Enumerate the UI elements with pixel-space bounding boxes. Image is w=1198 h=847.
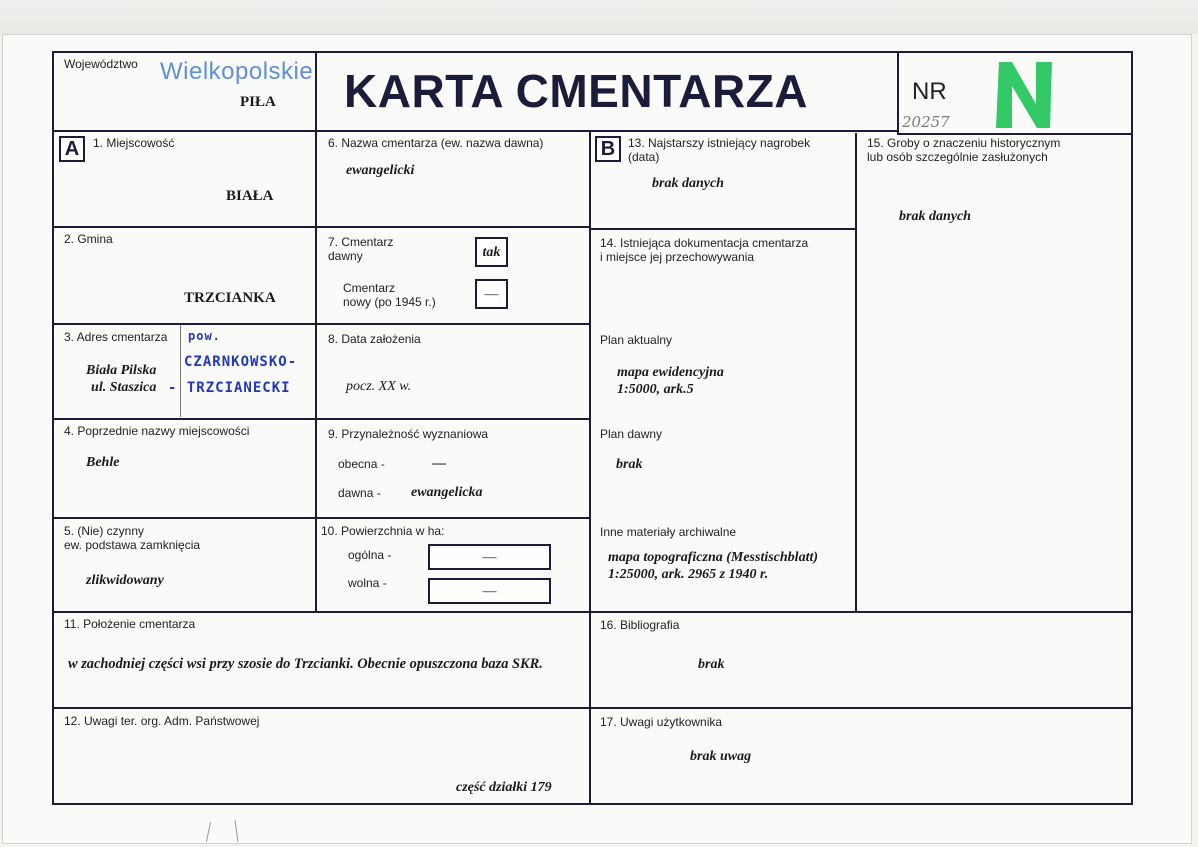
- field-14-inne-value: mapa topograficzna (Messtischblatt) 1:25000, ark. 2965 z 1940 r.: [608, 550, 819, 582]
- field-14-plan-dawny-label: Plan dawny: [600, 427, 663, 441]
- field-3-handwritten-1: CZARNKOWSKO-: [184, 354, 298, 370]
- field-7-nowy-value: —: [484, 287, 499, 302]
- field-11-value: w zachodniej części wsi przy szosie do Trzcianki. Obecnie opuszczona baza SKR.: [68, 656, 543, 672]
- field-9-obecna-value: —: [432, 456, 446, 471]
- powiat-value: PIŁA: [240, 94, 276, 110]
- field-15-label: 15. Groby o znaczeniu historycznym lub osób szczególnie zasłużonych: [867, 136, 1061, 164]
- divider: [315, 131, 317, 612]
- field-14-inne-label: Inne materiały archiwalne: [600, 525, 737, 539]
- field-10-wolna-box: [428, 578, 551, 604]
- divider: [855, 133, 857, 612]
- divider: [53, 707, 1132, 709]
- field-7-dawny-value: tak: [482, 245, 501, 260]
- field-17-label: 17. Uwagi użytkownika: [600, 715, 723, 729]
- field-13-value: brak danych: [652, 176, 724, 191]
- field-3-label: 3. Adres cmentarza: [64, 330, 168, 344]
- field-9-obecna-label: obecna -: [338, 457, 385, 471]
- divider: [53, 517, 590, 519]
- divider: [897, 52, 899, 134]
- nr-label: NR: [912, 78, 947, 105]
- field-10-ogolna-value: —: [482, 550, 497, 565]
- field-8-value: pocz. XX w.: [346, 379, 412, 394]
- field-12-value: część działki 179: [456, 780, 552, 795]
- field-9-label: 9. Przynależność wyznaniowa: [328, 427, 489, 441]
- field-5-label: 5. (Nie) czynny ew. podstawa zamknięcia: [64, 524, 201, 552]
- field-7-nowy-box: [475, 279, 508, 309]
- divider: [53, 323, 590, 325]
- field-5-value: zlikwidowany: [86, 573, 164, 588]
- green-marker-n: [990, 58, 1060, 130]
- wojewodztwo-label: Województwo: [64, 57, 138, 71]
- field-16-label: 16. Bibliografia: [600, 618, 680, 632]
- field-2-value: TRZCIANKA: [184, 290, 276, 306]
- field-2-label: 2. Gmina: [64, 232, 113, 246]
- nr-handwritten: 20257: [902, 113, 950, 131]
- field-3-handwritten-2: - TRZCIANECKI: [168, 380, 291, 396]
- divider: [315, 52, 317, 130]
- field-10-ogolna-box: [428, 544, 551, 570]
- divider: [589, 131, 591, 804]
- field-14-label: 14. Istniejąca dokumentacja cmentarza i miejsce jej przechowywania: [600, 236, 809, 264]
- field-12-label: 12. Uwagi ter. org. Adm. Państwowej: [64, 714, 260, 728]
- field-13-label: 13. Najstarszy istniejący nagrobek (data): [628, 136, 811, 164]
- divider: [53, 611, 1132, 613]
- section-b-letter: B: [595, 136, 621, 162]
- field-9-dawna-label: dawna -: [338, 486, 381, 500]
- field-10-label: 10. Powierzchnia w ha:: [321, 524, 445, 538]
- field-9-dawna-value: ewangelicka: [411, 485, 483, 500]
- section-a-letter: A: [59, 136, 85, 162]
- field-14-plan-dawny-value: brak: [616, 457, 643, 472]
- field-3-value: Biała Pilska ul. Staszica: [86, 363, 157, 395]
- scan-top-edge: [0, 0, 1198, 34]
- field-1-label: 1. Miejscowość: [93, 136, 175, 150]
- field-7-label-dawny: 7. Cmentarz dawny: [328, 235, 394, 263]
- field-1-value: BIAŁA: [226, 188, 274, 204]
- divider: [897, 133, 1132, 135]
- marker-n-icon: [990, 58, 1060, 130]
- divider: [53, 418, 590, 420]
- field-11-label: 11. Położenie cmentarza: [64, 617, 196, 631]
- page-title: KARTA CMENTARZA: [344, 65, 809, 117]
- field-4-label: 4. Poprzednie nazwy miejscowości: [64, 424, 250, 438]
- divider: [180, 325, 181, 417]
- field-10-wolna-value: —: [482, 584, 497, 599]
- field-4-value: Behle: [86, 455, 120, 470]
- field-7-dawny-box: [475, 237, 508, 267]
- field-8-label: 8. Data założenia: [328, 332, 421, 346]
- divider: [53, 130, 898, 132]
- field-7-label-nowy: Cmentarz nowy (po 1945 r.): [343, 281, 436, 309]
- wojewodztwo-stamp: Wielkopolskie: [160, 58, 314, 85]
- field-14-plan-aktualny-value: mapa ewidencyjna 1:5000, ark.5: [617, 365, 724, 397]
- divider: [53, 226, 590, 228]
- field-14-plan-aktualny-label: Plan aktualny: [600, 333, 673, 347]
- field-10-ogolna-label: ogólna -: [348, 548, 392, 562]
- field-15-value: brak danych: [899, 209, 971, 224]
- divider: [590, 228, 856, 230]
- field-3-handwritten-pow: pow.: [188, 329, 221, 343]
- field-10-wolna-label: wolna -: [348, 576, 387, 590]
- field-17-value: brak uwag: [690, 749, 752, 764]
- field-6-value: ewangelicki: [346, 163, 415, 178]
- field-16-value: brak: [698, 657, 725, 672]
- field-6-label: 6. Nazwa cmentarza (ew. nazwa dawna): [328, 136, 544, 150]
